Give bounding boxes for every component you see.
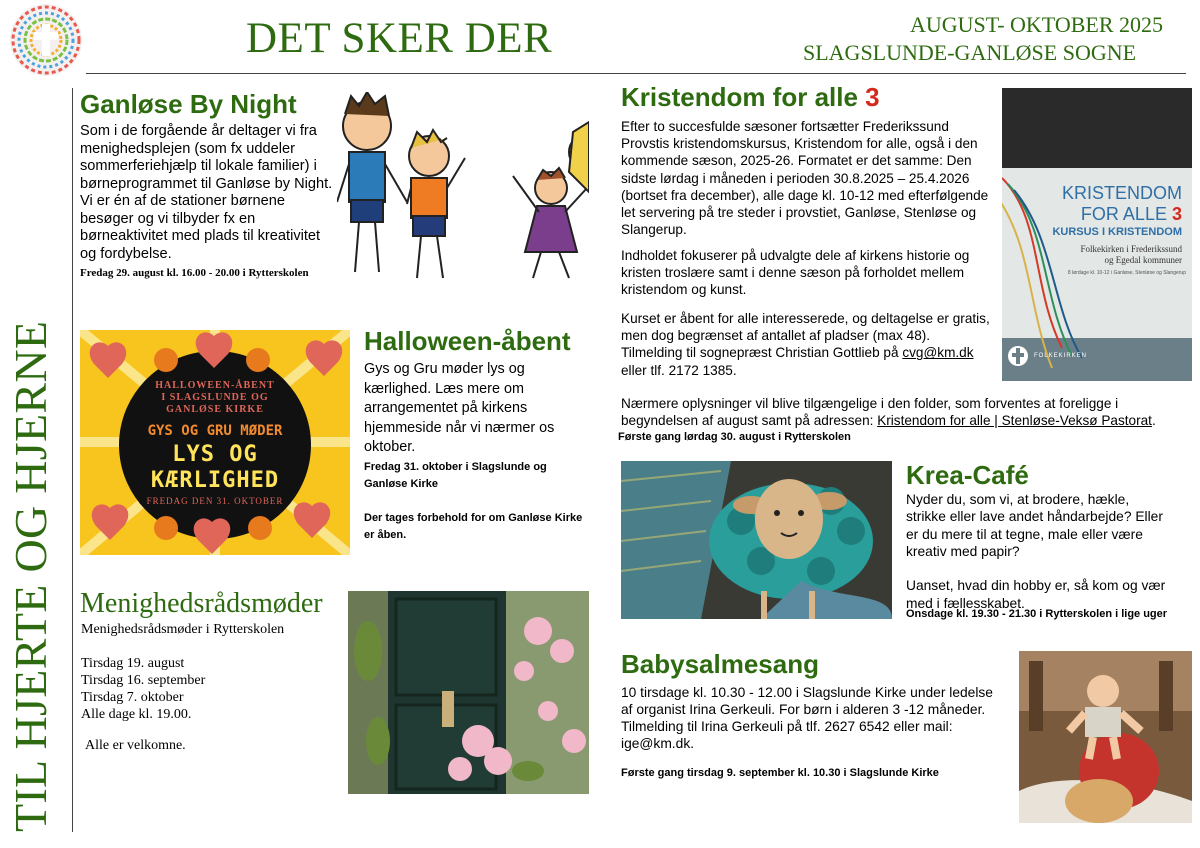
baby-body: 10 tirsdage kl. 10.30 - 12.00 i Slagslunde Kirke under ledelse af organist Irina Gerkeuli. For børn i alderen 3 -12 måneder. Tilmelding til Irina Gerkeuli på tlf. 2627 6542 eller mail: ige@km.dk. (621, 685, 993, 751)
side-title: TIL HJERTE OG HJERNE (5, 320, 56, 832)
book-title1: KRISTENDOM (1061, 183, 1182, 203)
meeting-date: Tirsdag 16. september (81, 673, 206, 688)
kristendom-p4-end: . (1151, 413, 1156, 429)
poster-line2: I SLAGSLUNDE OG (161, 392, 269, 403)
logo (6, 2, 86, 78)
ganloese-title: Ganløse By Night (80, 89, 297, 119)
book-title2 (1081, 204, 1182, 225)
book-small: 8 lørdage kl. 10-12 i Ganløse, Stenløse og Slangerup (1067, 270, 1186, 276)
kristendom-p3 (621, 310, 993, 379)
book-line2: og Egedal kommuner (1104, 255, 1182, 265)
poster-sub: GYS OG GRU MØDER (147, 423, 283, 439)
meetings-title: Menighedsrådsmøder (80, 588, 323, 619)
ganloese-body: Som i de forgående år deltager vi fra menighedsplejen (som fx uddeler sommerferiehjælp til lokale familier) i børneprogrammet til Ganløse by Night. Vi er én af de stationer børnene besøger og vi tilbyder fx en børneaktivitet med plads til kreativitet og fordybelse. (80, 123, 333, 262)
header-divider (86, 73, 1186, 74)
kristendom-p3-text: Kurset er åbent for alle interesserede, og deltagelse er gratis, men dog begrænset af antallet af pladser (max 48). Tilmelding til sognepræst Christian Gottlieb på (621, 311, 990, 361)
door-flowers-image (348, 591, 589, 794)
meeting-date: Tirsdag 7. oktober (81, 690, 184, 705)
baby-when: Første gang tirsdag 9. september kl. 10.30 i Slagslunde Kirke (621, 767, 939, 779)
book-title2-text: FOR ALLE (1080, 204, 1167, 224)
email-link[interactable]: cvg@km.dk (902, 345, 974, 361)
halloween-title: Halloween-åbent (364, 326, 571, 356)
header-period: AUGUST- OKTOBER 2025 (910, 12, 1164, 37)
halloween-note: Der tages forbehold for om Ganløse Kirke er åben. (364, 512, 583, 541)
krea-title: Krea-Café (906, 460, 1029, 490)
kristendom-title-text: Kristendom for alle (621, 82, 866, 112)
baby-title: Babysalmesang (621, 649, 819, 679)
poster-big1: LYS OG (172, 442, 258, 467)
krea-body: Nyder du, som vi, at brodere, hækle, strikke eller lave andet håndarbejde? Eller er du mere til at tegne, male eller være kreativ med papir? Uanset, hvad din hobby er, så kom og vær med i fællesskabet. (906, 492, 1166, 611)
kristendom-p4 (621, 395, 1181, 429)
kristendom-title-num: 3 (865, 82, 880, 112)
kristendom-first: Første gang lørdag 30. august i Rytterskolen (618, 431, 851, 443)
meetings-subtitle: Menighedsrådsmøder i Rytterskolen (81, 622, 285, 637)
page-title: DET SKER DER (246, 15, 553, 62)
halloween-when: Fredag 31. oktober i Slagslunde og Ganløse Kirke (364, 461, 547, 490)
meeting-date: Tirsdag 19. august (81, 656, 185, 671)
ganloese-when: Fredag 29. august kl. 16.00 - 20.00 i Rytterskolen (80, 267, 309, 279)
course-book-image (1002, 88, 1192, 381)
meeting-time: Alle dage kl. 19.00. (81, 707, 192, 722)
meetings-dates (81, 655, 205, 723)
book-subtitle: KURSUS I KRISTENDOM (1052, 226, 1182, 238)
book-title-num: 3 (1171, 204, 1182, 224)
poster-line1: HALLOWEEN-ÅBENT (155, 380, 275, 391)
kids-drawing-image (337, 92, 589, 284)
poster-line3: GANLØSE KIRKE (166, 404, 264, 415)
kristendom-title (621, 83, 880, 112)
kristendom-p1: Efter to succesfulde sæsoner fortsætter Frederikssund Provstis kristendomskursus, Kristendom for alle, også i den kommende sæson, 2025-26. Formatet er det samme: Den sidste lørdag i måneden i perioden 30.8.2025 – 25.4.2026 (bortset fra december), alle dage kl. 10-12 med efterfølgende let servering på tre steder i provstiet, Ganløse, Stenløse og Slangerup. (621, 119, 989, 238)
halloween-body: Gys og Gru møder lys og kærlighed. Læs mere om arrangementet på kirkens hjemmeside når vi nærmer os oktober. (364, 361, 555, 455)
kristendom-p2: Indholdet fokuserer på udvalgte dele af kirkens historie og kristen troslære samt i denne sæson på forholdet mellem kristendom og kunst. (621, 248, 970, 298)
book-line1: Folkekirken i Frederikssund (1080, 244, 1182, 254)
header-parishes: SLAGSLUNDE-GANLØSE SOGNE (803, 40, 1137, 65)
baby-photo-image (1019, 651, 1192, 823)
book-logo: FOLKEKIRKEN (1034, 353, 1088, 359)
poster-date: FREDAG DEN 31. OKTOBER (146, 496, 284, 506)
halloween-poster-image (80, 330, 350, 555)
kristendom-p3-text-end: eller tlf. 2172 1385. (621, 362, 737, 378)
meetings-welcome: Alle er velkomne. (85, 738, 186, 753)
pastorat-link[interactable]: Kristendom for alle | Stenløse-Veksø Pastorat (877, 413, 1152, 429)
krea-when: Onsdage kl. 19.30 - 21.30 i Rytterskolen i lige uger (906, 608, 1168, 620)
side-divider (72, 88, 73, 832)
poster-big2: KÆRLIGHED (150, 468, 280, 493)
knitted-sheep-image (621, 461, 892, 619)
kristendom-p4-text: Nærmere oplysninger vil blive tilgængelige i den folder, som forventes at foreligge i begyndelsen af august samt på adressen: (621, 396, 1119, 429)
